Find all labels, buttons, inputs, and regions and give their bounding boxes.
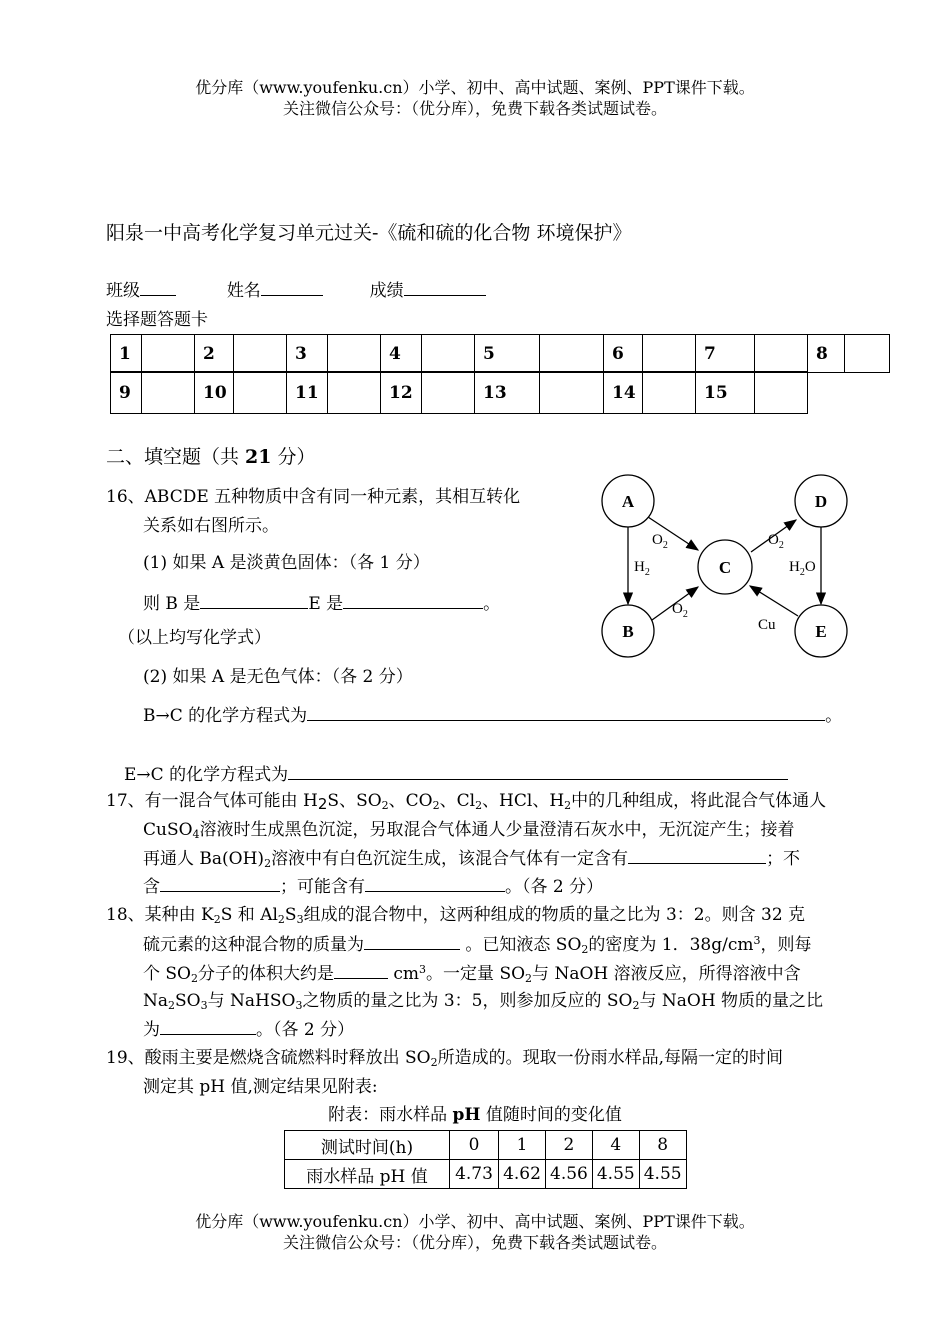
text: S、SO <box>327 791 382 811</box>
sub: 2 <box>475 799 483 812</box>
node-d: D <box>814 492 828 511</box>
answer-cell[interactable] <box>540 372 604 414</box>
q16-part-1: (1) 如果 A 是淡黄色固体：（各 1 分） <box>143 553 430 573</box>
text: 附表：雨水样品 <box>328 1105 453 1125</box>
answer-cell[interactable] <box>142 372 195 414</box>
text: 与 NaOH 物质的量之比 <box>639 991 824 1011</box>
text: 、HCl、H <box>482 791 565 811</box>
sub: 2 <box>213 913 221 926</box>
b-blank[interactable] <box>200 591 308 609</box>
answer-cell[interactable] <box>234 372 287 414</box>
label-h2o: $H_2O$ <box>789 559 816 578</box>
q-number: 11 <box>287 372 328 414</box>
label-o2-bc: $O_2$ <box>672 601 688 620</box>
q18-line-5 <box>143 1017 354 1042</box>
arrow-e-c <box>750 586 798 616</box>
header-line-1: 优分库（www.youfenku.cn）小学、初中、高中试题、案例、PPT课件下载。 <box>195 78 755 97</box>
q19-line-2: 测定其 pH 值,测定结果见附表: <box>143 1077 378 1097</box>
q18-blank-mass[interactable] <box>364 932 460 950</box>
period: 。 <box>483 594 501 614</box>
q16-part-2: (2) 如果 A 是无色气体：（各 2 分） <box>143 667 413 687</box>
q17-line-3 <box>143 846 800 871</box>
sub: 2 <box>168 999 176 1012</box>
text: 溶液时生成黑色沉淀，另取混合气体通人少量澄清石灰水中，无沉淀产生；接着 <box>199 820 795 840</box>
table-cell: 4 <box>592 1131 639 1160</box>
bc-blank[interactable] <box>307 703 825 721</box>
sub: 2 <box>564 799 572 812</box>
text: SO <box>175 991 201 1011</box>
text: pH <box>452 1105 481 1125</box>
q17-line-4 <box>143 874 603 899</box>
q19-line-1 <box>106 1046 783 1070</box>
sub: 4 <box>192 828 200 841</box>
q16-line-1: 16、ABCDE 五种物质中含有同一种元素，其相互转化 <box>106 487 521 507</box>
q-number: 5 <box>475 335 540 373</box>
table-cell: 2 <box>546 1131 593 1160</box>
sub: 2 <box>581 943 589 956</box>
class-blank[interactable] <box>140 278 176 296</box>
class-label: 班级 <box>106 281 140 301</box>
q16-bc-equation <box>143 703 842 728</box>
name-label: 姓名 <box>226 281 261 301</box>
q-number: 4 <box>381 335 422 373</box>
text: 组成的混合物中，这两种组成的物质的量之比为 3：2。则含 32 克 <box>303 905 806 925</box>
text: 分子的体积大约是 <box>198 964 334 984</box>
q-number: 3 <box>287 335 328 373</box>
table-row <box>285 1160 687 1189</box>
row-header: 雨水样品 pH 值 <box>285 1160 450 1189</box>
q17-blank-possible[interactable] <box>365 874 505 892</box>
text: 与 NaHSO <box>207 991 296 1011</box>
node-a: A <box>621 492 635 511</box>
text: S 和 Al <box>220 905 278 925</box>
q-number: 2 <box>195 335 234 373</box>
answer-row-2 <box>111 372 808 414</box>
bc-label: B→C 的化学方程式为 <box>143 706 308 726</box>
answer-card-table <box>110 334 890 373</box>
sub: 2 <box>525 972 533 985</box>
answer-row-1 <box>111 335 890 373</box>
q-number: 1 <box>111 335 142 373</box>
q18-line-3 <box>143 961 801 986</box>
q18-blank-volume[interactable] <box>334 961 388 979</box>
table-cell: 4.55 <box>639 1160 686 1189</box>
q17-blank-definite[interactable] <box>628 846 766 864</box>
sub: 2 <box>432 799 440 812</box>
period: 。 <box>825 706 843 726</box>
sub: 3 <box>295 999 303 1012</box>
text: 的密度为 1．38g/cm <box>588 935 754 955</box>
answer-cell[interactable] <box>845 335 890 373</box>
student-info <box>106 278 486 303</box>
table-cell: 0 <box>450 1131 499 1160</box>
text: 。（各 2 分） <box>256 1020 355 1040</box>
text: 中的几种组成，将此混合气体通人 <box>571 791 827 811</box>
q18-blank-ratio[interactable] <box>160 1017 256 1035</box>
header-line-2: 关注微信公众号：（优分库），免费下载各类试题试卷。 <box>282 99 667 118</box>
page-header <box>0 77 950 119</box>
sup: 3 <box>753 934 761 947</box>
label-o2-ac: $O_2$ <box>652 532 668 551</box>
q-number: 12 <box>381 372 422 414</box>
score-blank[interactable] <box>404 278 486 296</box>
page-footer <box>0 1211 950 1253</box>
footer-line-2: 关注微信公众号：（优分库），免费下载各类试题试卷。 <box>282 1233 667 1252</box>
answer-cell[interactable] <box>328 372 381 414</box>
answer-cell[interactable] <box>540 335 604 373</box>
text: 。一定量 SO <box>426 964 526 984</box>
node-c: C <box>718 558 732 577</box>
text: ，则每 <box>760 935 812 955</box>
table-row <box>285 1131 687 1160</box>
ph-table-caption <box>0 1103 950 1127</box>
text: cm <box>388 964 420 984</box>
label-o2-cd: $O_2$ <box>768 532 784 551</box>
text: ；不 <box>766 849 801 869</box>
section-2-suffix: 分） <box>271 446 316 468</box>
answer-cell[interactable] <box>643 335 696 373</box>
sub: 3 <box>200 999 208 1012</box>
sub: 2 <box>632 999 640 1012</box>
text: 溶液中有白色沉淀生成，该混合气体有一定含有 <box>271 849 629 869</box>
answer-cell[interactable] <box>755 335 808 373</box>
text: 18、某种由 K <box>106 905 214 925</box>
sub: 3 <box>296 913 304 926</box>
q16-note: （以上均写化学式） <box>118 628 271 648</box>
text: ；可能含有 <box>280 877 365 897</box>
text: 与 NaOH 溶液反应，所得溶液中含 <box>532 964 801 984</box>
text: 19、酸雨主要是燃烧含硫燃料时释放出 SO <box>106 1048 431 1068</box>
q-number: 9 <box>111 372 142 414</box>
text: 。（各 2 分） <box>505 877 604 897</box>
node-e: E <box>815 622 827 641</box>
section-2-heading <box>106 445 316 469</box>
b-is-label: 则 B 是 <box>143 594 201 614</box>
row-header: 测试时间(h) <box>285 1131 450 1160</box>
section-2-points: 21 <box>245 446 272 468</box>
q-number: 15 <box>696 372 755 414</box>
table-cell: 8 <box>639 1131 686 1160</box>
text: Na <box>143 991 169 1011</box>
sub: 2 <box>381 799 389 812</box>
answer-cell[interactable] <box>643 372 696 414</box>
text: 所造成的。现取一份雨水样品,每隔一定的时间 <box>437 1048 784 1068</box>
text: 。已知液态 SO <box>460 935 582 955</box>
table-cell: 1 <box>499 1131 546 1160</box>
answer-card-table-row2 <box>110 371 808 414</box>
node-b: B <box>622 622 634 641</box>
sub: 2 <box>191 972 198 985</box>
answer-cell[interactable] <box>422 335 475 373</box>
table-cell: 4.56 <box>546 1160 593 1189</box>
answer-cell[interactable] <box>755 372 808 414</box>
text: 之物质的量之比为 3：5，则参加反应的 SO <box>302 991 633 1011</box>
q16-part-1-answers <box>143 591 500 616</box>
text: 个 SO <box>143 964 191 984</box>
text: 、Cl <box>439 791 476 811</box>
table-cell: 4.73 <box>450 1160 499 1189</box>
score-label: 成绩 <box>369 281 404 301</box>
q17-line-1 <box>106 789 826 813</box>
text: 含 <box>143 877 160 897</box>
q18-line-4 <box>143 989 823 1013</box>
label-cu: Cu <box>758 617 776 633</box>
text: 再通人 Ba(OH) <box>143 849 265 869</box>
text: 、CO <box>388 791 433 811</box>
ec-label: E→C 的化学方程式为 <box>124 765 289 785</box>
text: 为 <box>143 1020 160 1040</box>
sub: 2 <box>277 913 285 926</box>
q18-line-2 <box>143 932 812 957</box>
q16-line-2: 关系如右图所示。 <box>143 516 279 536</box>
e-is-label: E 是 <box>308 594 344 614</box>
ph-table <box>284 1130 687 1189</box>
q18-line-1 <box>106 903 805 927</box>
sub: 2 <box>317 795 328 813</box>
q-number: 13 <box>475 372 540 414</box>
table-cell: 4.55 <box>592 1160 639 1189</box>
ec-blank[interactable] <box>288 762 788 780</box>
text: 值随时间的变化值 <box>480 1105 622 1125</box>
table-cell: 4.62 <box>499 1160 546 1189</box>
q-number: 6 <box>604 335 643 373</box>
q17-line-2 <box>143 818 795 842</box>
text: S <box>284 905 297 925</box>
q-number: 10 <box>195 372 234 414</box>
text: CuSO <box>143 820 193 840</box>
q-number: 8 <box>808 335 845 373</box>
label-h2: $H_2$ <box>634 559 650 578</box>
answer-card-label: 选择题答题卡 <box>106 310 208 330</box>
name-blank[interactable] <box>261 278 323 296</box>
q17-blank-absent[interactable] <box>160 874 280 892</box>
q-number: 7 <box>696 335 755 373</box>
sub: 2 <box>264 857 272 870</box>
answer-cell[interactable] <box>234 335 287 373</box>
text: 硫元素的这种混合物的质量为 <box>143 935 364 955</box>
conversion-diagram <box>590 470 860 660</box>
answer-cell[interactable] <box>422 372 475 414</box>
text: 17、有一混合气体可能由 H <box>106 791 318 811</box>
sup: 3 <box>419 963 427 976</box>
sub: 2 <box>430 1056 438 1069</box>
section-2-prefix: 二、填空题（共 <box>106 446 246 468</box>
page-title: 阳泉一中高考化学复习单元过关-《硫和硫的化合物 环境保护》 <box>106 222 632 244</box>
answer-cell[interactable] <box>142 335 195 373</box>
footer-line-1: 优分库（www.youfenku.cn）小学、初中、高中试题、案例、PPT课件下载。 <box>195 1212 755 1231</box>
q16-ec-equation <box>124 762 788 787</box>
q-number: 14 <box>604 372 643 414</box>
e-blank[interactable] <box>343 591 483 609</box>
answer-cell[interactable] <box>328 335 381 373</box>
